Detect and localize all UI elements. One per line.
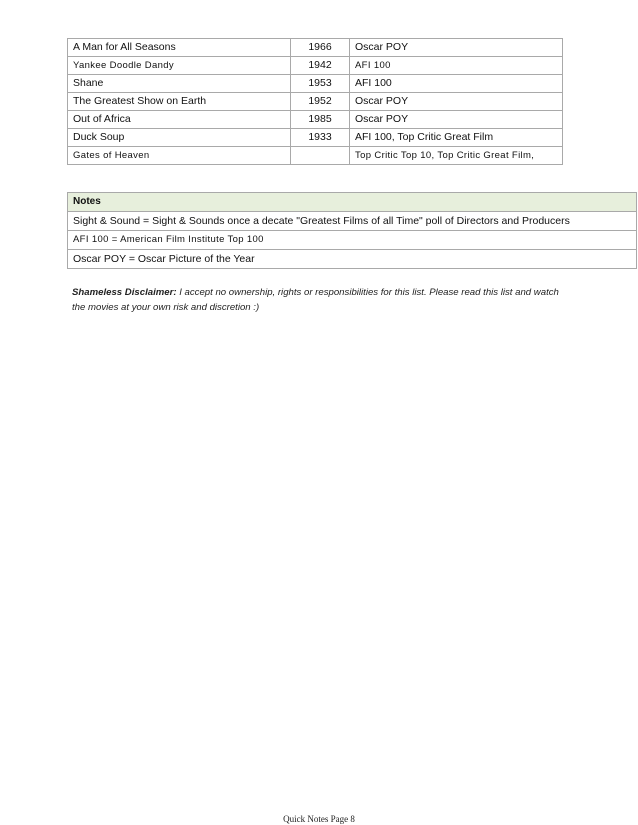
film-title: Duck Soup [68,129,291,147]
film-year: 1985 [291,111,350,129]
film-title: The Greatest Show on Earth [68,93,291,111]
film-title: A Man for All Seasons [68,39,291,57]
film-year [291,147,350,165]
notes-table-body [68,193,637,269]
film-award: AFI 100 [350,57,563,75]
film-award: Oscar POY [350,39,563,57]
film-award: AFI 100 [350,75,563,93]
notes-header-row [68,193,637,212]
film-year: 1933 [291,129,350,147]
film-year: 1942 [291,57,350,75]
film-row [68,75,563,93]
film-award: Oscar POY [350,93,563,111]
notes-row [68,250,637,269]
page-footer: Quick Notes Page 8 [283,814,355,824]
film-year: 1966 [291,39,350,57]
notes-header: Notes [68,193,637,212]
film-row [68,111,563,129]
notes-text: Oscar POY = Oscar Picture of the Year [68,250,637,269]
film-year: 1952 [291,93,350,111]
film-row [68,39,563,57]
films-table [67,38,563,165]
film-title: Yankee Doodle Dandy [68,57,291,75]
film-award: AFI 100, Top Critic Great Film [350,129,563,147]
film-row [68,57,563,75]
film-row [68,147,563,165]
film-title: Gates of Heaven [68,147,291,165]
notes-text: Sight & Sound = Sight & Sounds once a decate "Greatest Films of all Time" poll of Directors and Producers [68,212,637,231]
disclaimer-label: Shameless Disclaimer: [72,287,177,298]
disclaimer [72,285,562,315]
notes-text: AFI 100 = American Film Institute Top 100 [68,231,637,250]
films-table-body [68,39,563,165]
film-title: Out of Africa [68,111,291,129]
film-award: Oscar POY [350,111,563,129]
disclaimer-text: I accept no ownership, rights or responsibilities for this list. Please read this list and watch the movies at your own risk and discretion :) [72,287,559,313]
film-title: Shane [68,75,291,93]
notes-table [67,192,637,269]
notes-row [68,231,637,250]
notes-row [68,212,637,231]
film-row [68,129,563,147]
film-award: Top Critic Top 10, Top Critic Great Film, [350,147,563,165]
film-year: 1953 [291,75,350,93]
film-row [68,93,563,111]
